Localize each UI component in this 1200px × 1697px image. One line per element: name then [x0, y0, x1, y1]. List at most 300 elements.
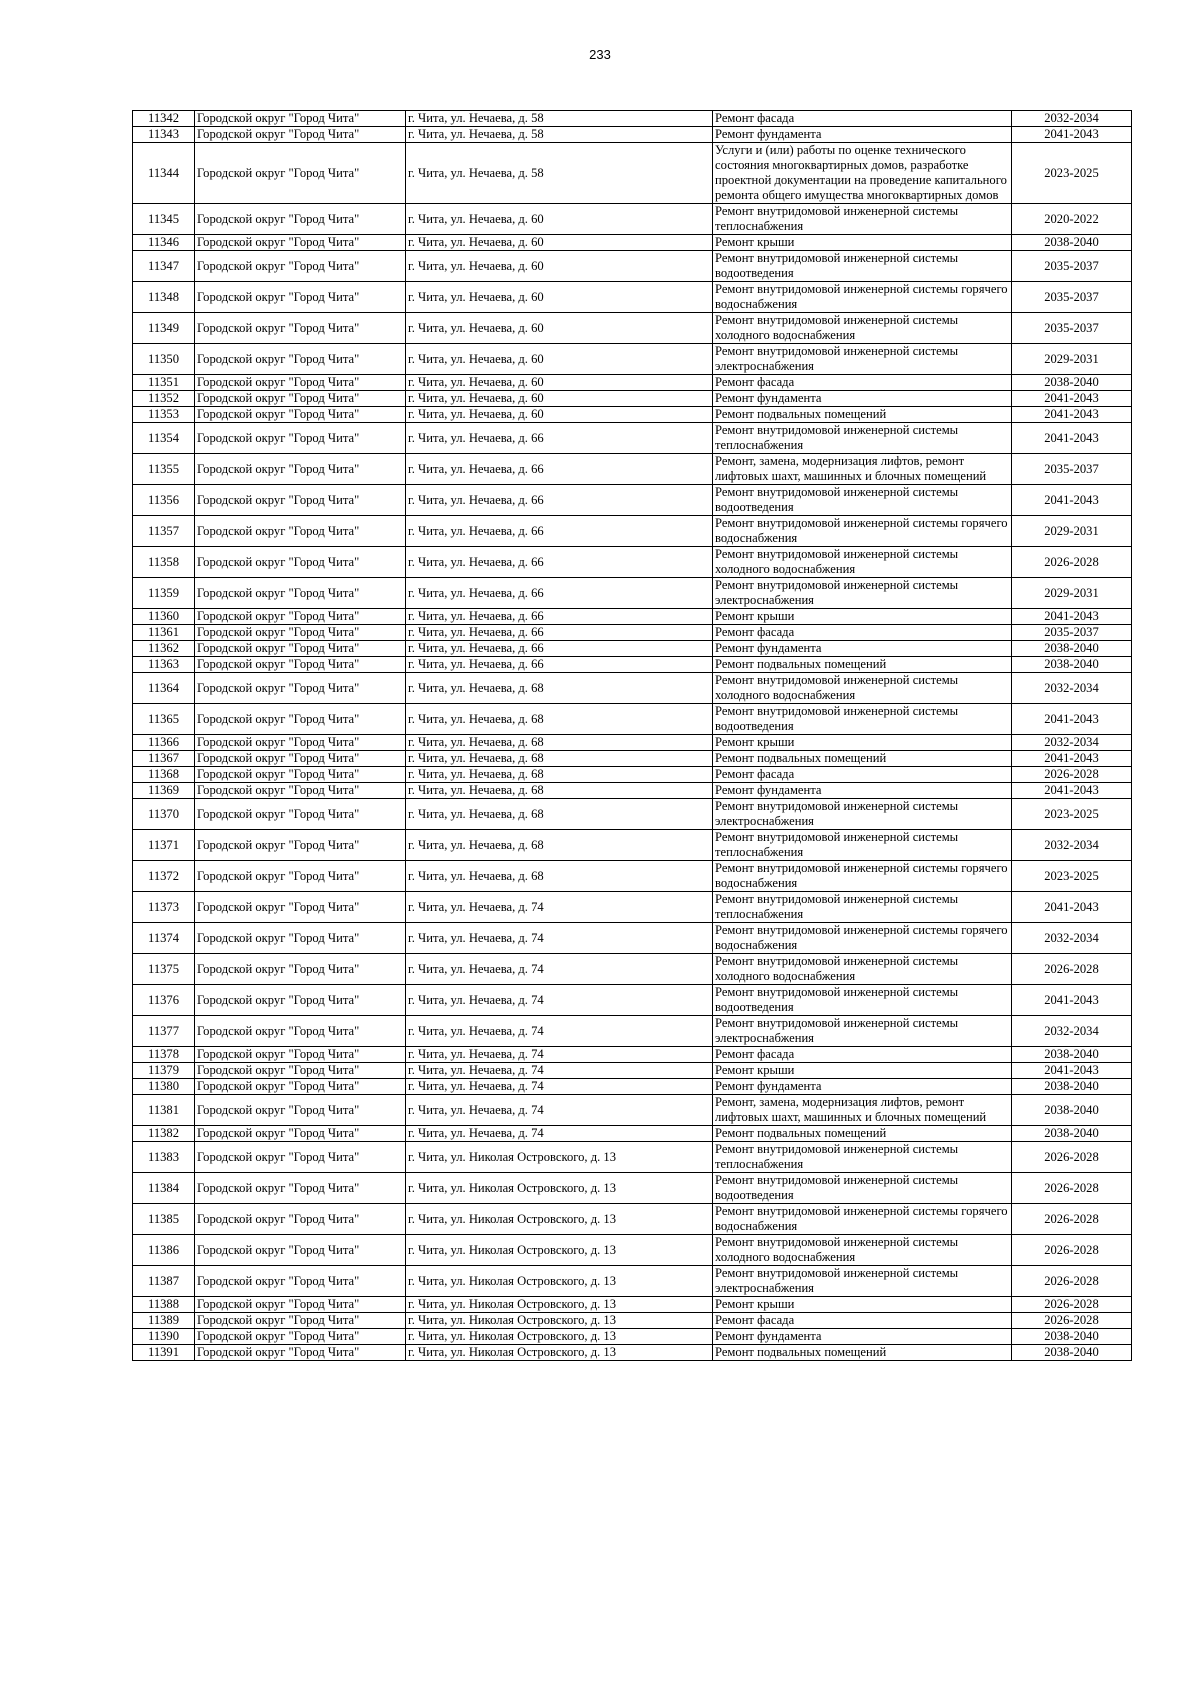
row-number-cell: 11377	[133, 1016, 195, 1047]
address-cell: г. Чита, ул. Николая Островского, д. 13	[406, 1297, 713, 1313]
row-number-cell: 11386	[133, 1235, 195, 1266]
row-number-cell: 11348	[133, 282, 195, 313]
municipality-cell: Городской округ "Город Чита"	[195, 578, 406, 609]
work-type-cell: Ремонт внутридомовой инженерной системы водоотведения	[713, 1173, 1012, 1204]
period-cell: 2035-2037	[1012, 454, 1132, 485]
period-cell: 2038-2040	[1012, 1095, 1132, 1126]
address-cell: г. Чита, ул. Николая Островского, д. 13	[406, 1142, 713, 1173]
work-type-cell: Ремонт внутридомовой инженерной системы водоотведения	[713, 985, 1012, 1016]
row-number-cell: 11380	[133, 1079, 195, 1095]
period-cell: 2041-2043	[1012, 783, 1132, 799]
period-cell: 2038-2040	[1012, 641, 1132, 657]
work-type-cell: Ремонт внутридомовой инженерной системы теплоснабжения	[713, 830, 1012, 861]
period-cell: 2038-2040	[1012, 657, 1132, 673]
table-row	[133, 985, 1132, 1016]
row-number-cell: 11361	[133, 625, 195, 641]
municipality-cell: Городской округ "Город Чита"	[195, 1345, 406, 1361]
address-cell: г. Чита, ул. Нечаева, д. 68	[406, 704, 713, 735]
period-cell: 2038-2040	[1012, 1329, 1132, 1345]
work-type-cell: Ремонт крыши	[713, 1063, 1012, 1079]
work-type-cell: Ремонт внутридомовой инженерной системы электроснабжения	[713, 1016, 1012, 1047]
address-cell: г. Чита, ул. Нечаева, д. 66	[406, 657, 713, 673]
table-row	[133, 641, 1132, 657]
municipality-cell: Городской округ "Город Чита"	[195, 423, 406, 454]
row-number-cell: 11375	[133, 954, 195, 985]
table-row	[133, 516, 1132, 547]
period-cell: 2041-2043	[1012, 127, 1132, 143]
municipality-cell: Городской округ "Город Чита"	[195, 391, 406, 407]
row-number-cell: 11390	[133, 1329, 195, 1345]
work-type-cell: Ремонт внутридомовой инженерной системы электроснабжения	[713, 1266, 1012, 1297]
address-cell: г. Чита, ул. Нечаева, д. 66	[406, 516, 713, 547]
period-cell: 2041-2043	[1012, 751, 1132, 767]
municipality-cell: Городской округ "Город Чита"	[195, 1016, 406, 1047]
municipality-cell: Городской округ "Город Чита"	[195, 1329, 406, 1345]
row-number-cell: 11385	[133, 1204, 195, 1235]
table-row	[133, 111, 1132, 127]
row-number-cell: 11389	[133, 1313, 195, 1329]
row-number-cell: 11364	[133, 673, 195, 704]
work-type-cell: Ремонт фундамента	[713, 783, 1012, 799]
address-cell: г. Чита, ул. Нечаева, д. 68	[406, 783, 713, 799]
municipality-cell: Городской округ "Город Чита"	[195, 1079, 406, 1095]
address-cell: г. Чита, ул. Нечаева, д. 74	[406, 1047, 713, 1063]
address-cell: г. Чита, ул. Нечаева, д. 74	[406, 1079, 713, 1095]
table-row	[133, 407, 1132, 423]
address-cell: г. Чита, ул. Нечаева, д. 66	[406, 485, 713, 516]
work-type-cell: Ремонт фасада	[713, 1313, 1012, 1329]
municipality-cell: Городской округ "Город Чита"	[195, 1063, 406, 1079]
work-type-cell: Ремонт подвальных помещений	[713, 657, 1012, 673]
period-cell: 2026-2028	[1012, 1235, 1132, 1266]
row-number-cell: 11372	[133, 861, 195, 892]
table-row	[133, 830, 1132, 861]
period-cell: 2032-2034	[1012, 1016, 1132, 1047]
row-number-cell: 11374	[133, 923, 195, 954]
row-number-cell: 11373	[133, 892, 195, 923]
period-cell: 2026-2028	[1012, 1204, 1132, 1235]
work-type-cell: Ремонт внутридомовой инженерной системы водоотведения	[713, 485, 1012, 516]
address-cell: г. Чита, ул. Нечаева, д. 66	[406, 578, 713, 609]
table-row	[133, 1204, 1132, 1235]
table-row	[133, 1235, 1132, 1266]
address-cell: г. Чита, ул. Нечаева, д. 68	[406, 735, 713, 751]
row-number-cell: 11350	[133, 344, 195, 375]
row-number-cell: 11370	[133, 799, 195, 830]
municipality-cell: Городской округ "Город Чита"	[195, 1126, 406, 1142]
work-type-cell: Ремонт фасада	[713, 767, 1012, 783]
address-cell: г. Чита, ул. Нечаева, д. 74	[406, 954, 713, 985]
period-cell: 2038-2040	[1012, 1345, 1132, 1361]
repair-schedule-table	[132, 110, 1132, 1361]
table-row	[133, 547, 1132, 578]
work-type-cell: Ремонт фасада	[713, 1047, 1012, 1063]
period-cell: 2032-2034	[1012, 673, 1132, 704]
table-row	[133, 673, 1132, 704]
work-type-cell: Ремонт крыши	[713, 235, 1012, 251]
work-type-cell: Ремонт внутридомовой инженерной системы холодного водоснабжения	[713, 547, 1012, 578]
row-number-cell: 11379	[133, 1063, 195, 1079]
work-type-cell: Ремонт внутридомовой инженерной системы водоотведения	[713, 704, 1012, 735]
municipality-cell: Городской округ "Город Чита"	[195, 251, 406, 282]
row-number-cell: 11357	[133, 516, 195, 547]
period-cell: 2035-2037	[1012, 625, 1132, 641]
municipality-cell: Городской округ "Город Чита"	[195, 673, 406, 704]
period-cell: 2041-2043	[1012, 704, 1132, 735]
address-cell: г. Чита, ул. Нечаева, д. 66	[406, 547, 713, 578]
table-row	[133, 1266, 1132, 1297]
municipality-cell: Городской округ "Город Чита"	[195, 204, 406, 235]
address-cell: г. Чита, ул. Нечаева, д. 60	[406, 235, 713, 251]
address-cell: г. Чита, ул. Нечаева, д. 68	[406, 799, 713, 830]
municipality-cell: Городской округ "Город Чита"	[195, 735, 406, 751]
address-cell: г. Чита, ул. Николая Островского, д. 13	[406, 1173, 713, 1204]
address-cell: г. Чита, ул. Нечаева, д. 74	[406, 1095, 713, 1126]
address-cell: г. Чита, ул. Нечаева, д. 60	[406, 344, 713, 375]
municipality-cell: Городской округ "Город Чита"	[195, 767, 406, 783]
row-number-cell: 11351	[133, 375, 195, 391]
work-type-cell: Ремонт, замена, модернизация лифтов, ремонт лифтовых шахт, машинных и блочных помещений	[713, 1095, 1012, 1126]
table-row	[133, 923, 1132, 954]
work-type-cell: Ремонт фасада	[713, 625, 1012, 641]
address-cell: г. Чита, ул. Нечаева, д. 68	[406, 830, 713, 861]
municipality-cell: Городской округ "Город Чита"	[195, 1266, 406, 1297]
municipality-cell: Городской округ "Город Чита"	[195, 861, 406, 892]
address-cell: г. Чита, ул. Нечаева, д. 74	[406, 1063, 713, 1079]
work-type-cell: Ремонт внутридомовой инженерной системы электроснабжения	[713, 344, 1012, 375]
row-number-cell: 11381	[133, 1095, 195, 1126]
work-type-cell: Ремонт внутридомовой инженерной системы теплоснабжения	[713, 423, 1012, 454]
municipality-cell: Городской округ "Город Чита"	[195, 547, 406, 578]
work-type-cell: Ремонт внутридомовой инженерной системы теплоснабжения	[713, 204, 1012, 235]
municipality-cell: Городской округ "Город Чита"	[195, 625, 406, 641]
row-number-cell: 11368	[133, 767, 195, 783]
municipality-cell: Городской округ "Город Чита"	[195, 657, 406, 673]
period-cell: 2023-2025	[1012, 799, 1132, 830]
work-type-cell: Ремонт фундамента	[713, 1329, 1012, 1345]
table-row	[133, 127, 1132, 143]
address-cell: г. Чита, ул. Нечаева, д. 58	[406, 127, 713, 143]
address-cell: г. Чита, ул. Нечаева, д. 60	[406, 391, 713, 407]
period-cell: 2029-2031	[1012, 516, 1132, 547]
table-row	[133, 1313, 1132, 1329]
table-row	[133, 344, 1132, 375]
row-number-cell: 11363	[133, 657, 195, 673]
address-cell: г. Чита, ул. Нечаева, д. 60	[406, 204, 713, 235]
period-cell: 2038-2040	[1012, 235, 1132, 251]
table-row	[133, 1047, 1132, 1063]
row-number-cell: 11365	[133, 704, 195, 735]
table-row	[133, 1142, 1132, 1173]
work-type-cell: Ремонт внутридомовой инженерной системы холодного водоснабжения	[713, 954, 1012, 985]
row-number-cell: 11349	[133, 313, 195, 344]
table-row	[133, 767, 1132, 783]
address-cell: г. Чита, ул. Нечаева, д. 68	[406, 673, 713, 704]
work-type-cell: Ремонт крыши	[713, 735, 1012, 751]
row-number-cell: 11358	[133, 547, 195, 578]
row-number-cell: 11378	[133, 1047, 195, 1063]
municipality-cell: Городской округ "Город Чита"	[195, 704, 406, 735]
table-row	[133, 251, 1132, 282]
municipality-cell: Городской округ "Город Чита"	[195, 954, 406, 985]
address-cell: г. Чита, ул. Нечаева, д. 60	[406, 282, 713, 313]
row-number-cell: 11344	[133, 143, 195, 204]
municipality-cell: Городской округ "Город Чита"	[195, 892, 406, 923]
work-type-cell: Ремонт, замена, модернизация лифтов, ремонт лифтовых шахт, машинных и блочных помещений	[713, 454, 1012, 485]
period-cell: 2035-2037	[1012, 251, 1132, 282]
municipality-cell: Городской округ "Город Чита"	[195, 407, 406, 423]
period-cell: 2038-2040	[1012, 1079, 1132, 1095]
row-number-cell: 11342	[133, 111, 195, 127]
work-type-cell: Ремонт фундамента	[713, 391, 1012, 407]
municipality-cell: Городской округ "Город Чита"	[195, 1297, 406, 1313]
work-type-cell: Ремонт подвальных помещений	[713, 1126, 1012, 1142]
address-cell: г. Чита, ул. Николая Островского, д. 13	[406, 1235, 713, 1266]
table-row	[133, 609, 1132, 625]
page-number: 233	[589, 47, 611, 62]
work-type-cell: Ремонт фундамента	[713, 1079, 1012, 1095]
table-row	[133, 282, 1132, 313]
municipality-cell: Городской округ "Город Чита"	[195, 344, 406, 375]
work-type-cell: Ремонт внутридомовой инженерной системы горячего водоснабжения	[713, 282, 1012, 313]
period-cell: 2035-2037	[1012, 282, 1132, 313]
address-cell: г. Чита, ул. Николая Островского, д. 13	[406, 1266, 713, 1297]
work-type-cell: Ремонт крыши	[713, 609, 1012, 625]
table-row	[133, 625, 1132, 641]
work-type-cell: Ремонт подвальных помещений	[713, 407, 1012, 423]
municipality-cell: Городской округ "Город Чита"	[195, 1313, 406, 1329]
work-type-cell: Ремонт внутридомовой инженерной системы теплоснабжения	[713, 892, 1012, 923]
table-row	[133, 1063, 1132, 1079]
work-type-cell: Ремонт внутридомовой инженерной системы холодного водоснабжения	[713, 313, 1012, 344]
address-cell: г. Чита, ул. Нечаева, д. 68	[406, 861, 713, 892]
work-type-cell: Ремонт внутридомовой инженерной системы холодного водоснабжения	[713, 673, 1012, 704]
municipality-cell: Городской округ "Город Чита"	[195, 1173, 406, 1204]
table-row	[133, 783, 1132, 799]
address-cell: г. Чита, ул. Нечаева, д. 58	[406, 111, 713, 127]
row-number-cell: 11353	[133, 407, 195, 423]
row-number-cell: 11376	[133, 985, 195, 1016]
table-row	[133, 235, 1132, 251]
table-row	[133, 391, 1132, 407]
municipality-cell: Городской округ "Город Чита"	[195, 313, 406, 344]
table-row	[133, 704, 1132, 735]
municipality-cell: Городской округ "Город Чита"	[195, 1204, 406, 1235]
period-cell: 2041-2043	[1012, 609, 1132, 625]
municipality-cell: Городской округ "Город Чита"	[195, 127, 406, 143]
period-cell: 2032-2034	[1012, 923, 1132, 954]
municipality-cell: Городской округ "Город Чита"	[195, 1095, 406, 1126]
period-cell: 2041-2043	[1012, 423, 1132, 454]
table-row	[133, 1016, 1132, 1047]
period-cell: 2026-2028	[1012, 1297, 1132, 1313]
row-number-cell: 11391	[133, 1345, 195, 1361]
municipality-cell: Городской округ "Город Чита"	[195, 1047, 406, 1063]
period-cell: 2026-2028	[1012, 547, 1132, 578]
row-number-cell: 11388	[133, 1297, 195, 1313]
period-cell: 2041-2043	[1012, 1063, 1132, 1079]
period-cell: 2035-2037	[1012, 313, 1132, 344]
table-row	[133, 1079, 1132, 1095]
work-type-cell: Ремонт внутридомовой инженерной системы электроснабжения	[713, 578, 1012, 609]
row-number-cell: 11359	[133, 578, 195, 609]
work-type-cell: Ремонт подвальных помещений	[713, 751, 1012, 767]
period-cell: 2041-2043	[1012, 485, 1132, 516]
address-cell: г. Чита, ул. Нечаева, д. 66	[406, 641, 713, 657]
work-type-cell: Ремонт внутридомовой инженерной системы горячего водоснабжения	[713, 861, 1012, 892]
municipality-cell: Городской округ "Город Чита"	[195, 111, 406, 127]
municipality-cell: Городской округ "Город Чита"	[195, 923, 406, 954]
address-cell: г. Чита, ул. Нечаева, д. 66	[406, 423, 713, 454]
table-row	[133, 735, 1132, 751]
period-cell: 2041-2043	[1012, 407, 1132, 423]
municipality-cell: Городской округ "Город Чита"	[195, 143, 406, 204]
table-row	[133, 1345, 1132, 1361]
period-cell: 2032-2034	[1012, 830, 1132, 861]
period-cell: 2041-2043	[1012, 892, 1132, 923]
address-cell: г. Чита, ул. Нечаева, д. 66	[406, 609, 713, 625]
table-row	[133, 799, 1132, 830]
period-cell: 2041-2043	[1012, 985, 1132, 1016]
row-number-cell: 11362	[133, 641, 195, 657]
row-number-cell: 11355	[133, 454, 195, 485]
table-body	[133, 111, 1132, 1361]
row-number-cell: 11384	[133, 1173, 195, 1204]
address-cell: г. Чита, ул. Нечаева, д. 74	[406, 1126, 713, 1142]
row-number-cell: 11369	[133, 783, 195, 799]
period-cell: 2032-2034	[1012, 111, 1132, 127]
address-cell: г. Чита, ул. Николая Островского, д. 13	[406, 1313, 713, 1329]
table-row	[133, 204, 1132, 235]
period-cell: 2038-2040	[1012, 375, 1132, 391]
address-cell: г. Чита, ул. Нечаева, д. 58	[406, 143, 713, 204]
row-number-cell: 11387	[133, 1266, 195, 1297]
address-cell: г. Чита, ул. Нечаева, д. 60	[406, 251, 713, 282]
address-cell: г. Чита, ул. Нечаева, д. 68	[406, 751, 713, 767]
period-cell: 2026-2028	[1012, 1142, 1132, 1173]
address-cell: г. Чита, ул. Нечаева, д. 66	[406, 454, 713, 485]
row-number-cell: 11371	[133, 830, 195, 861]
row-number-cell: 11366	[133, 735, 195, 751]
work-type-cell: Ремонт внутридомовой инженерной системы электроснабжения	[713, 799, 1012, 830]
address-cell: г. Чита, ул. Нечаева, д. 68	[406, 767, 713, 783]
period-cell: 2029-2031	[1012, 344, 1132, 375]
period-cell: 2023-2025	[1012, 861, 1132, 892]
table-row	[133, 861, 1132, 892]
row-number-cell: 11360	[133, 609, 195, 625]
municipality-cell: Городской округ "Город Чита"	[195, 609, 406, 625]
municipality-cell: Городской округ "Город Чита"	[195, 1235, 406, 1266]
municipality-cell: Городской округ "Город Чита"	[195, 282, 406, 313]
table-row	[133, 1173, 1132, 1204]
row-number-cell: 11352	[133, 391, 195, 407]
address-cell: г. Чита, ул. Николая Островского, д. 13	[406, 1345, 713, 1361]
work-type-cell: Ремонт фундамента	[713, 127, 1012, 143]
address-cell: г. Чита, ул. Нечаева, д. 60	[406, 375, 713, 391]
row-number-cell: 11346	[133, 235, 195, 251]
municipality-cell: Городской округ "Город Чита"	[195, 830, 406, 861]
work-type-cell: Ремонт внутридомовой инженерной системы холодного водоснабжения	[713, 1235, 1012, 1266]
municipality-cell: Городской округ "Город Чита"	[195, 751, 406, 767]
work-type-cell: Ремонт фасада	[713, 375, 1012, 391]
municipality-cell: Городской округ "Город Чита"	[195, 1142, 406, 1173]
work-type-cell: Ремонт фасада	[713, 111, 1012, 127]
table-row	[133, 485, 1132, 516]
period-cell: 2029-2031	[1012, 578, 1132, 609]
municipality-cell: Городской округ "Город Чита"	[195, 799, 406, 830]
address-cell: г. Чита, ул. Нечаева, д. 66	[406, 625, 713, 641]
table-row	[133, 657, 1132, 673]
municipality-cell: Городской округ "Город Чита"	[195, 516, 406, 547]
address-cell: г. Чита, ул. Николая Островского, д. 13	[406, 1204, 713, 1235]
municipality-cell: Городской округ "Город Чита"	[195, 783, 406, 799]
period-cell: 2026-2028	[1012, 1266, 1132, 1297]
row-number-cell: 11367	[133, 751, 195, 767]
table-row	[133, 1297, 1132, 1313]
table-row	[133, 1329, 1132, 1345]
work-type-cell: Ремонт фундамента	[713, 641, 1012, 657]
address-cell: г. Чита, ул. Нечаева, д. 60	[406, 313, 713, 344]
table-row	[133, 751, 1132, 767]
municipality-cell: Городской округ "Город Чита"	[195, 235, 406, 251]
period-cell: 2038-2040	[1012, 1126, 1132, 1142]
row-number-cell: 11354	[133, 423, 195, 454]
table-row	[133, 313, 1132, 344]
row-number-cell: 11343	[133, 127, 195, 143]
row-number-cell: 11345	[133, 204, 195, 235]
table-row	[133, 423, 1132, 454]
period-cell: 2032-2034	[1012, 735, 1132, 751]
table-row	[133, 143, 1132, 204]
work-type-cell: Ремонт внутридомовой инженерной системы водоотведения	[713, 251, 1012, 282]
period-cell: 2020-2022	[1012, 204, 1132, 235]
municipality-cell: Городской округ "Город Чита"	[195, 454, 406, 485]
work-type-cell: Ремонт внутридомовой инженерной системы теплоснабжения	[713, 1142, 1012, 1173]
address-cell: г. Чита, ул. Николая Островского, д. 13	[406, 1329, 713, 1345]
period-cell: 2026-2028	[1012, 1173, 1132, 1204]
municipality-cell: Городской округ "Город Чита"	[195, 641, 406, 657]
work-type-cell: Ремонт внутридомовой инженерной системы горячего водоснабжения	[713, 923, 1012, 954]
table-row	[133, 375, 1132, 391]
work-type-cell: Ремонт внутридомовой инженерной системы горячего водоснабжения	[713, 1204, 1012, 1235]
municipality-cell: Городской округ "Город Чита"	[195, 375, 406, 391]
period-cell: 2038-2040	[1012, 1047, 1132, 1063]
period-cell: 2023-2025	[1012, 143, 1132, 204]
address-cell: г. Чита, ул. Нечаева, д. 74	[406, 892, 713, 923]
table-row	[133, 954, 1132, 985]
work-type-cell: Ремонт внутридомовой инженерной системы горячего водоснабжения	[713, 516, 1012, 547]
municipality-cell: Городской округ "Город Чита"	[195, 985, 406, 1016]
row-number-cell: 11356	[133, 485, 195, 516]
address-cell: г. Чита, ул. Нечаева, д. 74	[406, 923, 713, 954]
address-cell: г. Чита, ул. Нечаева, д. 60	[406, 407, 713, 423]
work-type-cell: Услуги и (или) работы по оценке технического состояния многоквартирных домов, разработке проектной документации на проведение капитального ремонта общего имущества многоквартирных домов	[713, 143, 1012, 204]
row-number-cell: 11383	[133, 1142, 195, 1173]
table-row	[133, 1095, 1132, 1126]
table-row	[133, 892, 1132, 923]
row-number-cell: 11347	[133, 251, 195, 282]
period-cell: 2026-2028	[1012, 1313, 1132, 1329]
table-row	[133, 454, 1132, 485]
municipality-cell: Городской округ "Город Чита"	[195, 485, 406, 516]
row-number-cell: 11382	[133, 1126, 195, 1142]
address-cell: г. Чита, ул. Нечаева, д. 74	[406, 985, 713, 1016]
period-cell: 2041-2043	[1012, 391, 1132, 407]
address-cell: г. Чита, ул. Нечаева, д. 74	[406, 1016, 713, 1047]
work-type-cell: Ремонт крыши	[713, 1297, 1012, 1313]
work-type-cell: Ремонт подвальных помещений	[713, 1345, 1012, 1361]
table-row	[133, 578, 1132, 609]
